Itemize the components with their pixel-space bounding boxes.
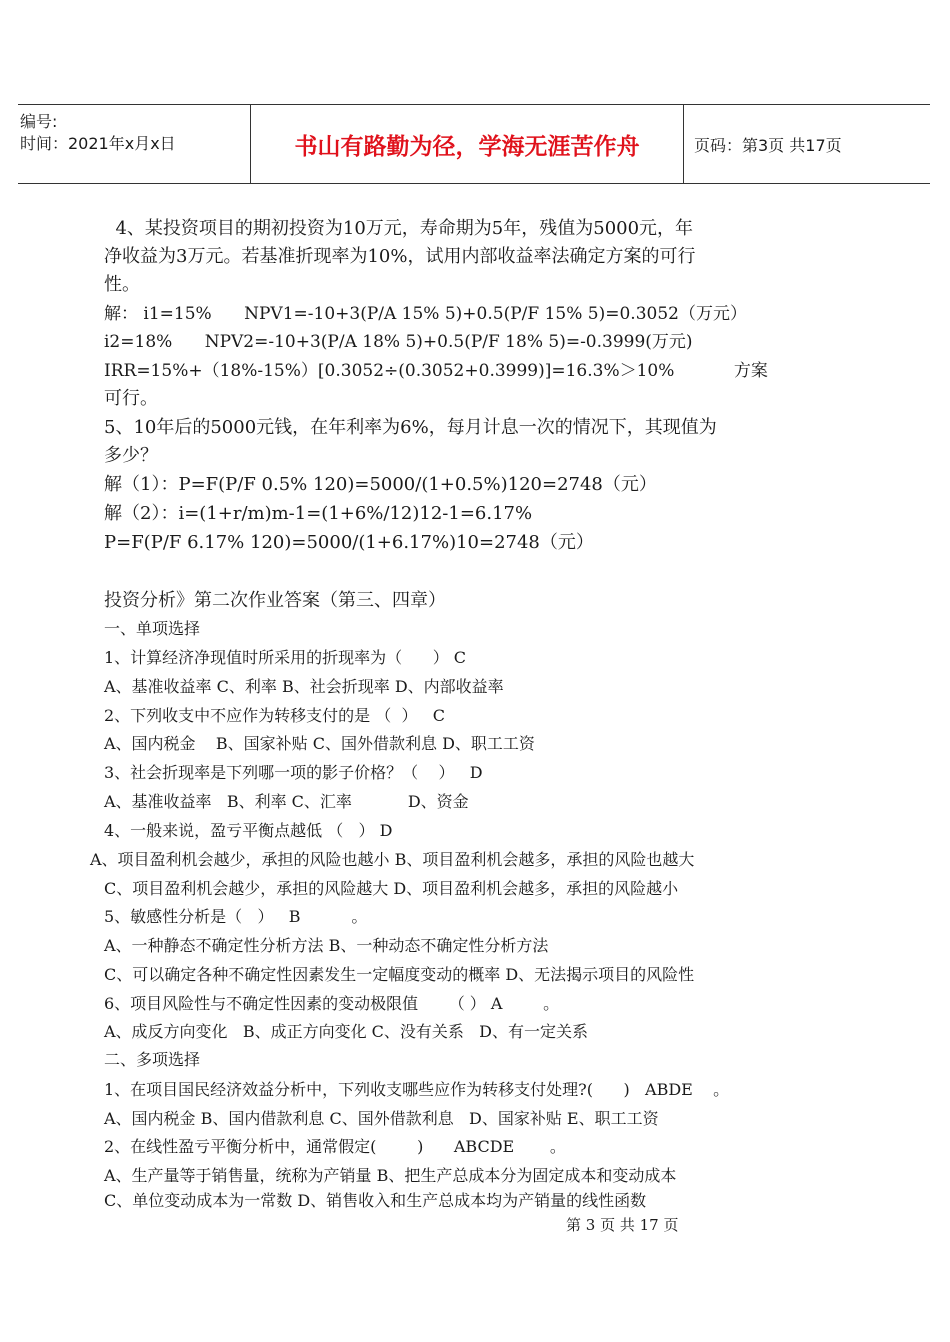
problem-line: P=F(P/F 6.17% 120)=5000/(1+6.17%)10=2748（元） [104, 532, 594, 553]
question-line: 3、社会折现率是下列哪一项的影子价格？（ ） D [104, 763, 483, 782]
question-line: 4、一般来说，盈亏平衡点越低 （ ） D [104, 821, 393, 840]
question-line: 5、敏感性分析是（ ） B 。 [104, 907, 368, 926]
problem-line: 性。 [104, 274, 140, 295]
problem-line: 解（2）：i=(1+r/m)m-1=(1+6%/12)12-1=6.17% [104, 503, 533, 524]
page-info: 页码：第3页 共17页 [694, 135, 842, 155]
option-line: A、基准收益率 C、利率 B、社会折现率 D、内部收益率 [104, 677, 504, 696]
section-heading: 二、多项选择 [104, 1050, 201, 1069]
question-line: 2、在线性盈亏平衡分析中，通常假定( ) ABCDE 。 [104, 1137, 566, 1156]
option-line: A、成反方向变化 B、成正方向变化 C、没有关系 D、有一定关系 [104, 1022, 588, 1041]
problem-line: i2=18% NPV2=-10+3(P/A 18% 5)+0.5(P/F 18% 5)=-0.3999(万元) [104, 332, 693, 352]
problem-line: 解： i1=15% NPV1=-10+3(P/A 15% 5)+0.5(P/F 15% 5)=0.3052（万元） [104, 304, 747, 324]
option-line: C、单位变动成本为一常数 D、销售收入和生产总成本均为产销量的线性函数 [104, 1191, 647, 1210]
motto-title: 书山有路勤为径，学海无涯苦作舟 [250, 105, 684, 183]
question-line: 2、下列收支中不应作为转移支付的是 （ ） C [104, 706, 445, 725]
page-header [18, 104, 930, 184]
option-line: A、一种静态不确定性分析方法 B、一种动态不确定性分析方法 [104, 936, 549, 955]
question-line: 1、在项目国民经济效益分析中，下列收支哪些应作为转移支付处理?( ) ABDE 。 [104, 1080, 730, 1099]
problem-line: 多少？ [104, 445, 158, 466]
header-left-cell [18, 105, 250, 183]
page-footer: 第 3 页 共 17 页 [566, 1216, 679, 1234]
option-line: A、生产量等于销售量，统称为产销量 B、把生产总成本分为固定成本和变动成本 [104, 1166, 677, 1185]
option-line: A、项目盈利机会越少，承担的风险也越小 B、项目盈利机会越多，承担的风险也越大 [90, 850, 695, 869]
problem-line: 净收益为3万元。若基准折现率为10%，试用内部收益率法确定方案的可行 [104, 246, 696, 267]
problem-line: 可行。 [104, 388, 158, 409]
option-line: A、基准收益率 B、利率 C、汇率 D、资金 [104, 792, 469, 811]
problem-line: 5、10年后的5000元钱，在年利率为6%，每月计息一次的情况下，其现值为 [104, 417, 717, 438]
option-line: C、项目盈利机会越少，承担的风险越大 D、项目盈利机会越多，承担的风险越小 [104, 879, 679, 898]
section-heading: 一、单项选择 [104, 619, 201, 638]
problem-line: 解（1）：P=F(P/F 0.5% 120)=5000/(1+0.5%)120=2748（元） [104, 474, 657, 495]
option-line: A、国内税金 B、国家补贴 C、国外借款利息 D、职工工资 [104, 734, 535, 753]
problem-line: IRR=15%+（18%-15%）[0.3052÷(0.3052+0.3999)]=16.3%＞10% 方案 [104, 361, 768, 381]
question-line: 6、项目风险性与不确定性因素的变动极限值 （ ） A 。 [104, 994, 560, 1013]
section-title: 投资分析》第二次作业答案（第三、四章） [104, 590, 446, 611]
problem-line: 4、某投资项目的期初投资为10万元，寿命期为5年，残值为5000元，年 [104, 218, 694, 239]
date-text: 时间：2021年x月x日 [20, 134, 176, 153]
option-line: C、可以确定各种不确定性因素发生一定幅度变动的概率 D、无法揭示项目的风险性 [104, 965, 695, 984]
question-line: 1、计算经济净现值时所采用的折现率为（ ） C [104, 648, 467, 667]
option-line: A、国内税金 B、国内借款利息 C、国外借款利息 D、国家补贴 E、职工工资 [104, 1109, 659, 1128]
code-label: 编号: [20, 112, 58, 131]
